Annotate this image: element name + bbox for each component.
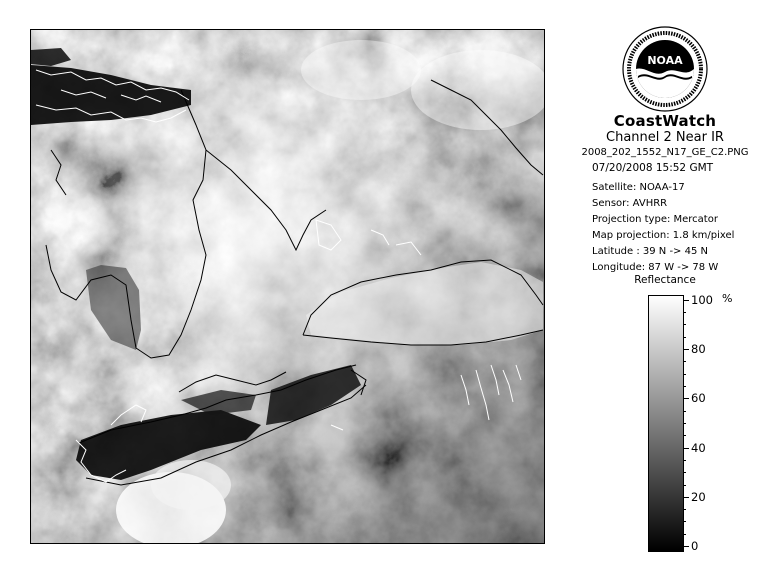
colorbar-minor-tick [683,534,686,535]
colorbar-minor-tick [683,386,686,387]
sensor-label: Sensor: AVHRR [592,198,668,209]
colorbar-minor-tick [683,472,686,473]
latitude-label: Latitude : 39 N -> 45 N [592,246,708,257]
map-projection-label: Map projection: 1.8 km/pixel [592,230,735,241]
colorbar-minor-tick [683,435,686,436]
colorbar-minor-tick [683,411,686,412]
channel-label: Channel 2 Near IR [606,130,724,145]
legend-unit: % [722,292,733,305]
app-title: CoastWatch [613,112,717,130]
colorbar-tick-label: 40 [691,441,706,455]
colorbar-minor-tick [683,509,686,510]
colorbar-tick [683,300,689,301]
satellite-image-canvas [31,30,544,543]
colorbar-minor-tick [683,460,686,461]
colorbar-tick [683,448,689,449]
colorbar-tick-label: 60 [691,391,706,405]
colorbar-minor-tick [683,324,686,325]
colorbar-minor-tick [683,423,686,424]
colorbar-minor-tick [683,337,686,338]
colorbar-minor-tick [683,361,686,362]
colorbar-tick [683,398,689,399]
legend-title: Reflectance [634,274,696,286]
logo-text: NOAA [647,54,683,67]
satellite-image [30,29,545,544]
colorbar-tick-label: 80 [691,342,706,356]
colorbar-tick [683,497,689,498]
colorbar-minor-tick [683,521,686,522]
longitude-label: Longitude: 87 W -> 78 W [592,262,719,273]
colorbar-tick-label: 20 [691,490,706,504]
colorbar-minor-tick [683,374,686,375]
colorbar-tick-label: 100 [691,293,713,307]
projection-type-label: Projection type: Mercator [592,214,718,225]
noaa-logo-icon [622,26,708,112]
colorbar-tick-label: 0 [691,539,699,553]
filename-label: 2008_202_1552_N17_GE_C2.PNG [581,147,749,158]
colorbar-tick [683,349,689,350]
colorbar-tick [683,546,689,547]
datetime-label: 07/20/2008 15:52 GMT [592,162,714,174]
satellite-label: Satellite: NOAA-17 [592,182,685,193]
colorbar-minor-tick [683,312,686,313]
colorbar-minor-tick [683,485,686,486]
info-panel [560,20,770,560]
reflectance-colorbar [648,295,684,552]
